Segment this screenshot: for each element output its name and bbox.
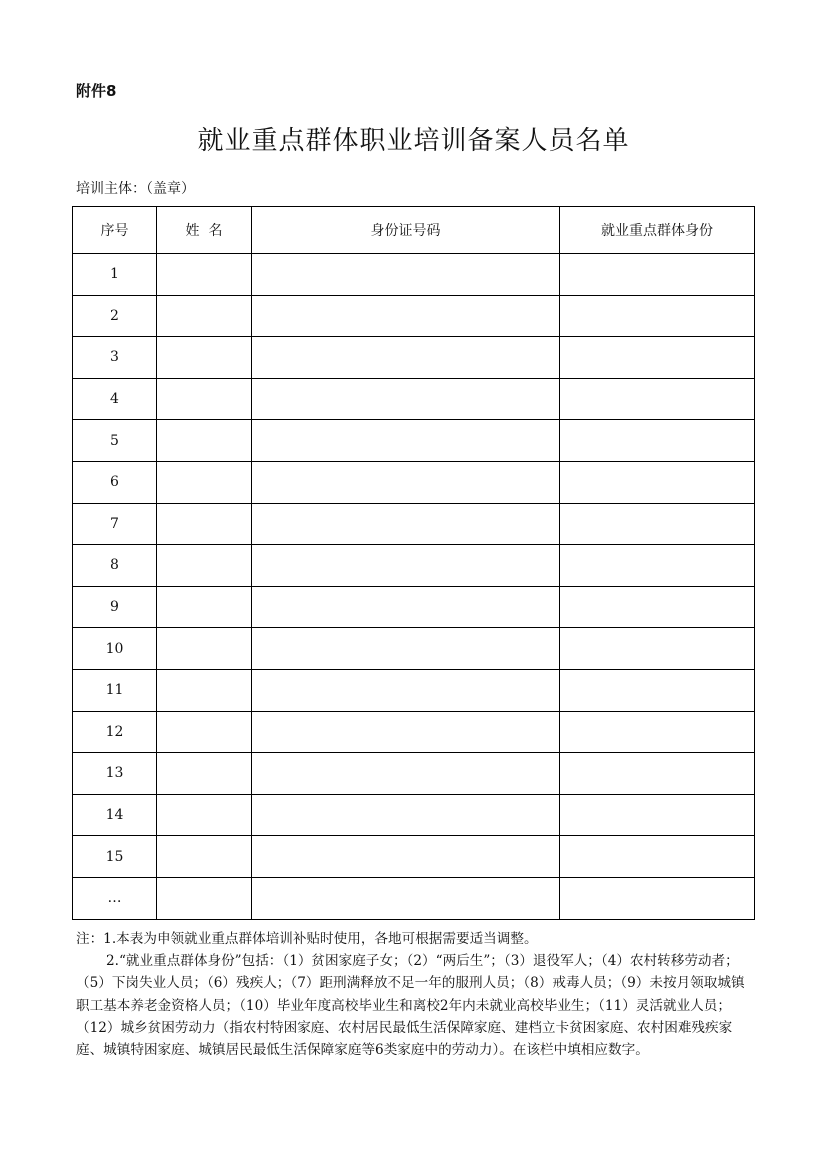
table-row: [73, 461, 755, 503]
serial-cell: 5: [73, 420, 157, 462]
table-row: [73, 877, 755, 919]
id-number-cell[interactable]: [252, 295, 560, 337]
name-cell[interactable]: [157, 753, 252, 795]
id-number-cell[interactable]: [252, 669, 560, 711]
id-number-cell[interactable]: [252, 503, 560, 545]
attachment-label: 附件8: [76, 82, 117, 100]
serial-cell: 7: [73, 503, 157, 545]
table-row: [73, 545, 755, 587]
table-row: [73, 836, 755, 878]
name-cell[interactable]: [157, 503, 252, 545]
id-number-cell[interactable]: [252, 545, 560, 587]
id-number-cell[interactable]: [252, 836, 560, 878]
serial-cell: 4: [73, 378, 157, 420]
identity-cell[interactable]: [560, 753, 755, 795]
table-row: [73, 794, 755, 836]
table-row: [73, 503, 755, 545]
name-cell[interactable]: [157, 669, 252, 711]
name-cell[interactable]: [157, 545, 252, 587]
table-row: [73, 295, 755, 337]
identity-cell[interactable]: [560, 295, 755, 337]
table-row: [73, 669, 755, 711]
serial-cell: 13: [73, 753, 157, 795]
identity-cell[interactable]: [560, 378, 755, 420]
table-row: [73, 586, 755, 628]
header-name: 姓 名: [157, 207, 252, 254]
serial-cell: 11: [73, 669, 157, 711]
table-header-row: [73, 207, 755, 254]
note-1: 注：1.本表为申领就业重点群体培训补贴时使用，各地可根据需要适当调整。: [76, 931, 538, 947]
serial-cell: 14: [73, 794, 157, 836]
name-cell[interactable]: [157, 420, 252, 462]
id-number-cell[interactable]: [252, 711, 560, 753]
serial-cell: 3: [73, 337, 157, 379]
table-row: [73, 378, 755, 420]
identity-cell[interactable]: [560, 586, 755, 628]
name-cell[interactable]: [157, 711, 252, 753]
name-cell[interactable]: [157, 461, 252, 503]
id-number-cell[interactable]: [252, 461, 560, 503]
identity-cell[interactable]: [560, 628, 755, 670]
table-row: [73, 254, 755, 296]
identity-cell[interactable]: [560, 420, 755, 462]
name-cell[interactable]: [157, 337, 252, 379]
serial-cell: 2: [73, 295, 157, 337]
serial-cell: 9: [73, 586, 157, 628]
identity-cell[interactable]: [560, 503, 755, 545]
table-row: [73, 711, 755, 753]
table-row: [73, 337, 755, 379]
identity-cell[interactable]: [560, 337, 755, 379]
training-org-label: 培训主体：（盖章）: [76, 181, 195, 197]
header-serial: 序号: [73, 207, 157, 254]
serial-cell: …: [73, 877, 157, 919]
name-cell[interactable]: [157, 628, 252, 670]
name-cell[interactable]: [157, 295, 252, 337]
name-cell[interactable]: [157, 254, 252, 296]
id-number-cell[interactable]: [252, 378, 560, 420]
header-id-number: 身份证号码: [252, 207, 560, 254]
serial-cell: 1: [73, 254, 157, 296]
id-number-cell[interactable]: [252, 753, 560, 795]
id-number-cell[interactable]: [252, 254, 560, 296]
serial-cell: 12: [73, 711, 157, 753]
name-cell[interactable]: [157, 836, 252, 878]
page-title: 就业重点群体职业培训备案人员名单: [197, 126, 630, 156]
id-number-cell[interactable]: [252, 420, 560, 462]
name-cell[interactable]: [157, 794, 252, 836]
id-number-cell[interactable]: [252, 628, 560, 670]
identity-cell[interactable]: [560, 794, 755, 836]
identity-cell[interactable]: [560, 836, 755, 878]
serial-cell: 10: [73, 628, 157, 670]
serial-cell: 6: [73, 461, 157, 503]
id-number-cell[interactable]: [252, 337, 560, 379]
identity-cell[interactable]: [560, 254, 755, 296]
id-number-cell[interactable]: [252, 794, 560, 836]
identity-cell[interactable]: [560, 711, 755, 753]
table-row: [73, 753, 755, 795]
name-cell[interactable]: [157, 586, 252, 628]
table-row: [73, 420, 755, 462]
identity-cell[interactable]: [560, 461, 755, 503]
name-cell[interactable]: [157, 877, 252, 919]
roster-table: [72, 206, 755, 920]
notes: [76, 928, 756, 1061]
identity-cell[interactable]: [560, 669, 755, 711]
serial-cell: 15: [73, 836, 157, 878]
name-cell[interactable]: [157, 378, 252, 420]
table-row: [73, 628, 755, 670]
identity-cell[interactable]: [560, 877, 755, 919]
id-number-cell[interactable]: [252, 877, 560, 919]
header-identity: 就业重点群体身份: [560, 207, 755, 254]
identity-cell[interactable]: [560, 545, 755, 587]
id-number-cell[interactable]: [252, 586, 560, 628]
serial-cell: 8: [73, 545, 157, 587]
note-2: 2.“就业重点群体身份”包括：（1）贫困家庭子女；（2）“两后生”；（3）退役军人；（4）农村转移劳动者；（5）下岗失业人员；（6）残疾人；（7）距刑满释放不足一年的服刑人员；（8）戒毒人员；（9）未按月领取城镇职工基本养老金资格人员；（10）毕业年度高校毕业生和离校2年内未就业高校毕业生；（11）灵活就业人员；（12）城乡贫困劳动力（指农村特困家庭、农村居民最低生活保障家庭、建档立卡贫困家庭、农村困难残疾家庭、城镇特困家庭、城镇居民最低生活保障家庭等6类家庭中的劳动力）。在该栏中填相应数字。: [76, 953, 745, 1059]
